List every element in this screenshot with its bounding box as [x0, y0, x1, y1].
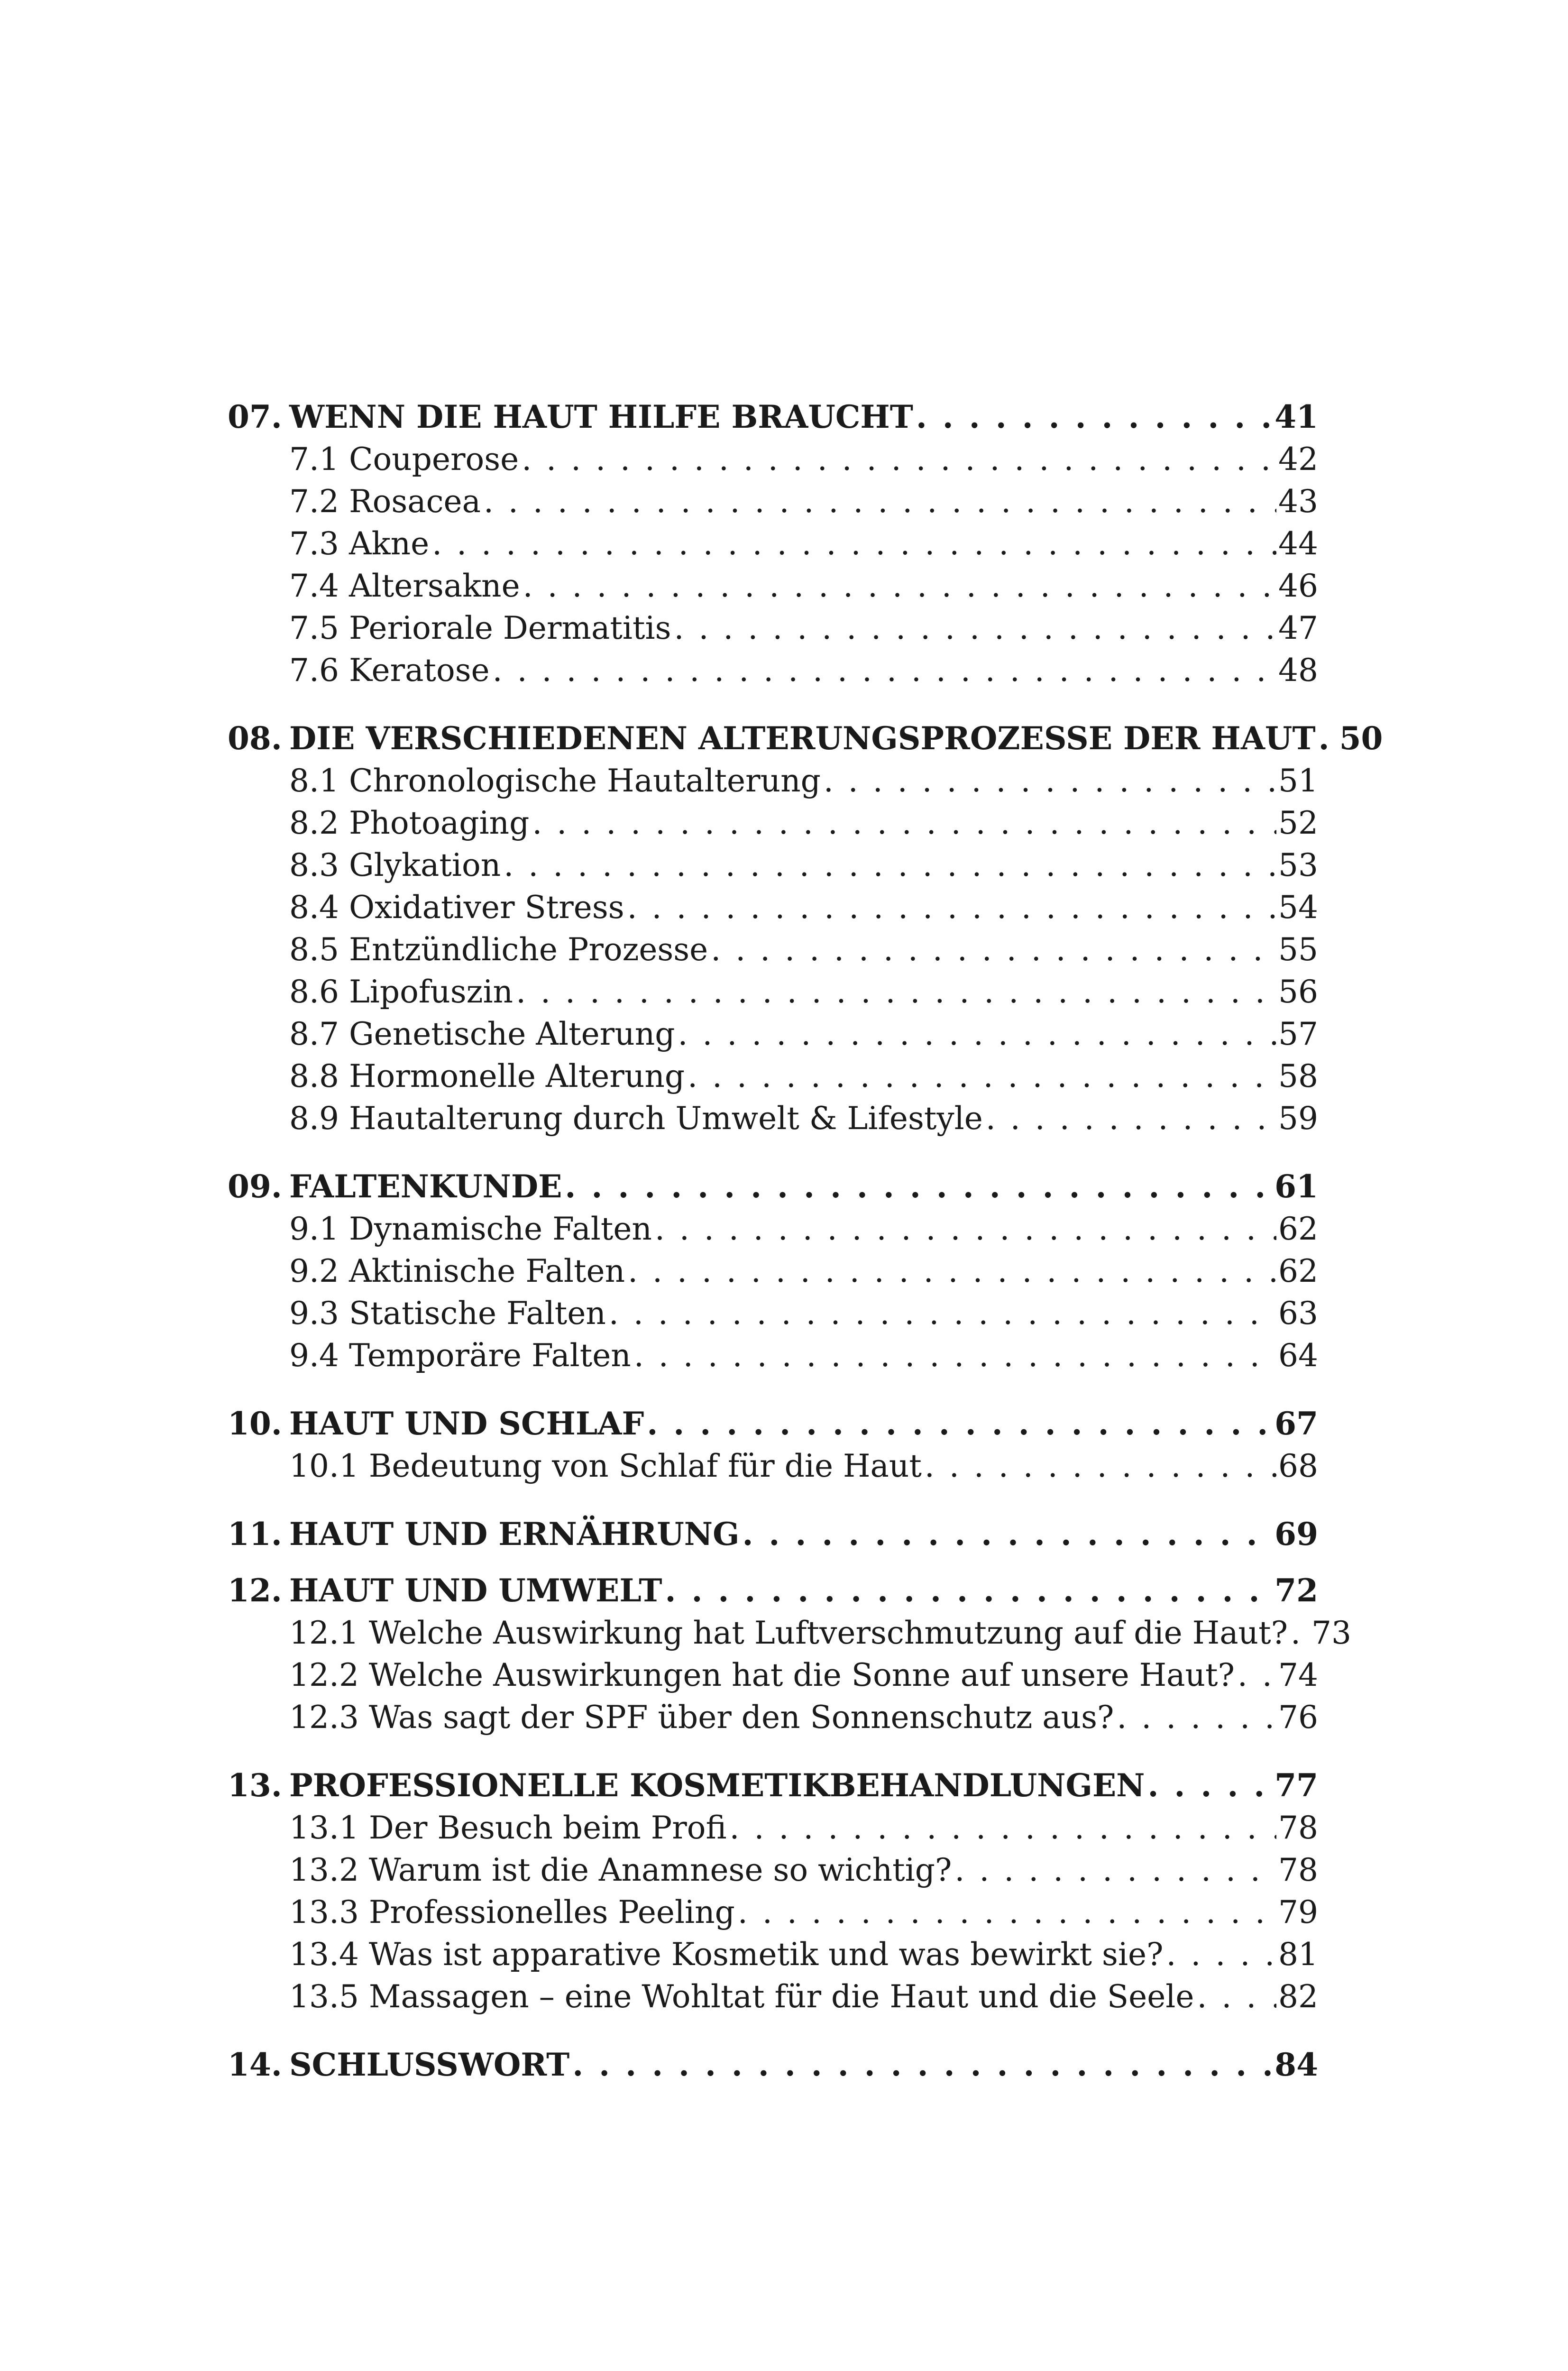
page-number: 84	[1275, 2046, 1318, 2083]
section-title: 7.5 Periorale Dermatitis	[289, 610, 671, 646]
section-title: 9.1 Dynamische Falten	[289, 1211, 652, 1247]
section-entry[interactable]	[228, 1097, 1318, 1140]
page-number: 63	[1278, 1295, 1318, 1332]
section-entry[interactable]	[228, 1891, 1318, 1933]
chapter-07	[228, 396, 1318, 691]
section-entry[interactable]	[228, 1013, 1318, 1055]
section-entry[interactable]	[228, 1055, 1318, 1097]
chapter-number: 10.	[228, 1405, 282, 1442]
dot-leader	[665, 1570, 1273, 1612]
section-title: 7.3 Akne	[289, 525, 430, 562]
chapter-title: PROFESSIONELLE KOSMETIKBEHANDLUNGEN	[289, 1767, 1145, 1804]
section-entry[interactable]	[228, 886, 1318, 928]
section-title: 13.4 Was ist apparative Kosmetik und was bewirkt sie?	[289, 1936, 1164, 1973]
dot-leader	[655, 1208, 1276, 1250]
section-entry[interactable]	[228, 971, 1318, 1013]
dot-leader	[504, 844, 1276, 886]
dot-leader	[572, 2044, 1273, 2086]
section-title: 7.1 Couperose	[289, 441, 519, 478]
page-number: 46	[1278, 568, 1318, 604]
dot-leader	[628, 1250, 1276, 1292]
section-entry[interactable]	[228, 1849, 1318, 1891]
dot-leader	[516, 971, 1276, 1013]
page-number: 64	[1278, 1337, 1318, 1374]
page-number: 44	[1278, 525, 1318, 562]
dot-leader	[674, 607, 1276, 649]
dot-leader	[647, 1403, 1273, 1445]
section-title: 13.2 Warum ist die Anamnese so wichtig?	[289, 1852, 952, 1888]
section-entry[interactable]	[228, 649, 1318, 691]
chapter-title: HAUT UND SCHLAF	[289, 1405, 644, 1442]
section-title: 8.8 Hormonelle Alterung	[289, 1058, 685, 1094]
section-title: 8.4 Oxidativer Stress	[289, 889, 624, 926]
chapter-heading[interactable]	[228, 1764, 1318, 1807]
page-number: 72	[1275, 1572, 1318, 1609]
table-of-contents	[228, 396, 1383, 2112]
dot-leader	[634, 1334, 1276, 1377]
section-entry[interactable]	[228, 1445, 1318, 1487]
section-title: 7.2 Rosacea	[289, 483, 481, 520]
page-number: 81	[1278, 1936, 1318, 1973]
chapter-number: 11.	[228, 1516, 282, 1553]
chapter-heading[interactable]	[228, 1403, 1318, 1445]
section-title: 8.7 Genetische Alterung	[289, 1016, 675, 1052]
page-number: 74	[1278, 1657, 1318, 1693]
chapter-number: 08.	[228, 720, 282, 757]
dot-leader	[1197, 1976, 1276, 2018]
chapter-title: WENN DIE HAUT HILFE BRAUCHT	[289, 398, 913, 435]
page-number: 48	[1278, 652, 1318, 689]
chapter-number: 14.	[228, 2046, 282, 2083]
dot-leader	[1147, 1764, 1273, 1807]
chapter-14	[228, 2044, 1318, 2086]
page-number: 54	[1278, 889, 1318, 926]
page-number: 53	[1278, 847, 1318, 883]
section-title: 13.1 Der Besuch beim Profi	[289, 1810, 727, 1846]
dot-leader	[1117, 1696, 1276, 1738]
chapter-title: HAUT UND ERNÄHRUNG	[289, 1516, 740, 1553]
chapter-title: HAUT UND UMWELT	[289, 1572, 662, 1609]
dot-leader	[627, 886, 1276, 928]
dot-leader	[609, 1292, 1276, 1334]
section-entry[interactable]	[228, 1654, 1318, 1696]
section-title: 12.3 Was sagt der SPF über den Sonnenschutz aus?	[289, 1699, 1114, 1736]
page-number: 78	[1278, 1852, 1318, 1888]
section-entry[interactable]	[228, 1208, 1318, 1250]
section-entry[interactable]	[228, 523, 1318, 565]
page-number: 42	[1278, 441, 1318, 478]
page-number: 50	[1339, 720, 1383, 757]
section-entry[interactable]	[228, 438, 1318, 480]
chapter-heading[interactable]	[228, 1513, 1318, 1555]
section-entry[interactable]	[228, 607, 1318, 649]
section-entry[interactable]	[228, 1292, 1318, 1334]
dot-leader	[493, 649, 1276, 691]
dot-leader	[678, 1013, 1276, 1055]
page-number: 59	[1278, 1100, 1318, 1137]
section-title: 9.3 Statische Falten	[289, 1295, 606, 1332]
section-title: 8.6 Lipofuszin	[289, 974, 513, 1010]
section-title: 12.1 Welche Auswirkung hat Luftverschmutzung auf die Haut?	[289, 1615, 1288, 1651]
chapter-11	[228, 1513, 1318, 1555]
dot-leader	[986, 1097, 1276, 1140]
page-number: 67	[1275, 1405, 1318, 1442]
section-title: 9.4 Temporäre Falten	[289, 1337, 631, 1374]
chapter-number: 07.	[228, 398, 282, 435]
section-title: 10.1 Bedeutung von Schlaf für die Haut	[289, 1448, 922, 1484]
chapter-title: SCHLUSSWORT	[289, 2046, 570, 2083]
page-number: 79	[1278, 1894, 1318, 1930]
dot-leader	[730, 1807, 1276, 1849]
section-title: 13.5 Massagen – eine Wohltat für die Haut und die Seele	[289, 1978, 1194, 2015]
page-number: 56	[1278, 974, 1318, 1010]
chapter-heading[interactable]	[228, 2044, 1318, 2086]
dot-leader	[532, 802, 1276, 844]
chapter-heading[interactable]	[228, 1166, 1318, 1208]
section-entry[interactable]	[228, 1334, 1318, 1377]
page-number: 41	[1275, 398, 1318, 435]
section-entry[interactable]	[228, 1807, 1318, 1849]
section-title: 8.1 Chronologische Hautalterung	[289, 763, 821, 799]
dot-leader	[824, 760, 1276, 802]
section-title: 12.2 Welche Auswirkungen hat die Sonne auf unsere Haut?	[289, 1657, 1235, 1693]
section-title: 8.3 Glykation	[289, 847, 501, 883]
dot-leader	[565, 1166, 1273, 1208]
section-title: 8.5 Entzündliche Prozesse	[289, 931, 708, 968]
page-number: 77	[1275, 1767, 1318, 1804]
section-entry[interactable]	[228, 928, 1318, 971]
chapter-title: DIE VERSCHIEDENEN ALTERUNGSPROZESSE DER HAUT	[289, 720, 1316, 757]
chapter-heading[interactable]	[228, 1570, 1318, 1612]
dot-leader	[954, 1849, 1276, 1891]
page-number: 73	[1311, 1615, 1351, 1651]
page-number: 69	[1275, 1516, 1318, 1553]
page-number: 62	[1278, 1253, 1318, 1289]
section-entry[interactable]	[228, 565, 1318, 607]
section-title: 8.9 Hautalterung durch Umwelt & Lifestyle	[289, 1100, 983, 1137]
page-number: 68	[1278, 1448, 1318, 1484]
section-entry[interactable]	[228, 1933, 1318, 1976]
section-entry[interactable]	[228, 480, 1318, 523]
chapter-heading[interactable]	[228, 717, 1383, 760]
dot-leader	[484, 480, 1276, 523]
page-number: 76	[1278, 1699, 1318, 1736]
section-entry[interactable]	[228, 1250, 1318, 1292]
chapter-number: 13.	[228, 1767, 282, 1804]
dot-leader	[1319, 717, 1338, 760]
chapter-heading[interactable]	[228, 396, 1318, 438]
section-entry[interactable]	[228, 760, 1318, 802]
page-number: 62	[1278, 1211, 1318, 1247]
chapter-12	[228, 1570, 1351, 1738]
dot-leader	[742, 1513, 1273, 1555]
section-entry[interactable]	[228, 1612, 1351, 1654]
dot-leader	[522, 438, 1276, 480]
section-title: 9.2 Aktinische Falten	[289, 1253, 625, 1289]
dot-leader	[688, 1055, 1276, 1097]
section-title: 7.6 Keratose	[289, 652, 490, 689]
page-number: 58	[1278, 1058, 1318, 1094]
page-number: 55	[1278, 931, 1318, 968]
chapter-number: 12.	[228, 1572, 282, 1609]
chapter-08	[228, 717, 1383, 1140]
section-title: 7.4 Altersakne	[289, 568, 520, 604]
section-title: 8.2 Photoaging	[289, 805, 530, 841]
dot-leader	[1291, 1612, 1310, 1654]
chapter-title: FALTENKUNDE	[289, 1168, 562, 1205]
section-entry[interactable]	[228, 844, 1318, 886]
section-entry[interactable]	[228, 1696, 1318, 1738]
page-number: 82	[1278, 1978, 1318, 2015]
chapter-09	[228, 1166, 1318, 1377]
dot-leader	[738, 1891, 1276, 1933]
page-number: 51	[1278, 763, 1318, 799]
page-number: 47	[1278, 610, 1318, 646]
chapter-13	[228, 1764, 1318, 2018]
page-number: 43	[1278, 483, 1318, 520]
dot-leader	[925, 1445, 1276, 1487]
page-number: 78	[1278, 1810, 1318, 1846]
dot-leader	[916, 396, 1273, 438]
section-title: 13.3 Professionelles Peeling	[289, 1894, 735, 1930]
dot-leader	[711, 928, 1276, 971]
dot-leader	[432, 523, 1276, 565]
chapter-number: 09.	[228, 1168, 282, 1205]
dot-leader	[1166, 1933, 1276, 1976]
page-number: 61	[1275, 1168, 1318, 1205]
chapter-10	[228, 1403, 1318, 1487]
page-number: 52	[1278, 805, 1318, 841]
section-entry[interactable]	[228, 1976, 1318, 2018]
page-number: 57	[1278, 1016, 1318, 1052]
dot-leader	[523, 565, 1276, 607]
section-entry[interactable]	[228, 802, 1318, 844]
dot-leader	[1238, 1654, 1276, 1696]
